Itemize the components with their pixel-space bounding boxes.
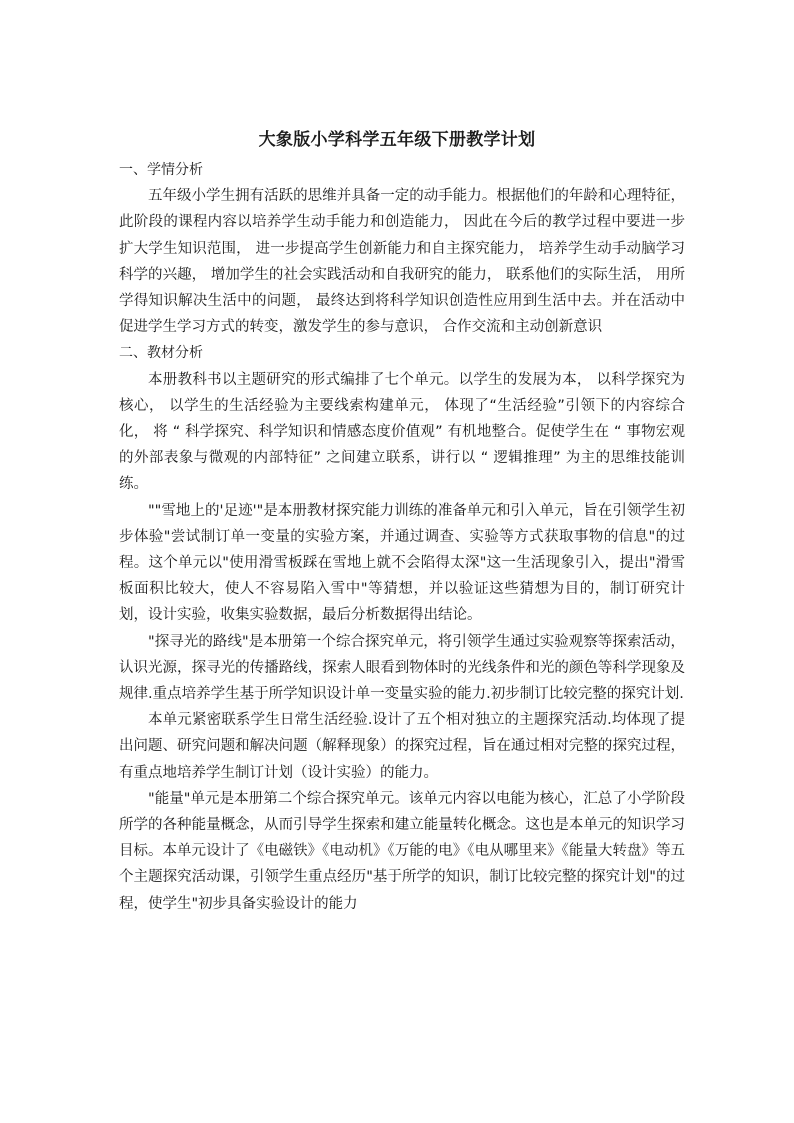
section-heading-textbook-analysis: 二、教材分析 — [119, 345, 203, 362]
paragraph-student-analysis: 五年级小学生拥有活跃的思维并具备一定的动手能力。根据他们的年龄和心理特征， 此阶段的课程内容以培养学生动手能力和创造能力， 因此在今后的教学过程中要进一步扩大学生知识范围， 进一步提高学生创新能力和自主探究能力， 培养学生动手动脑学习科学的兴趣， 增加学生的社会实践活动和自我研究的能力， 联系他们的实际生活， 用所学得知识解决生活中的问题， 最终达到将科学知识创造性应用到生活中去。并在活动中促进学生学习方式的转变，激发学生的参与意识， 合作交流和主动创新意识 — [119, 188, 685, 336]
paragraph-unit-design: 本单元紧密联系学生日常生活经验.设计了五个相对独立的主题探究活动.均体现了提出问题、研究问题和解决问题（解释现象）的探究过程，旨在通过相对完整的探究过程，有重点地培养学生制订计划（设计实验）的能力。 — [119, 712, 685, 781]
document-body — [119, 157, 685, 917]
paragraph-textbook-overview: 本册教科书以主题研究的形式编排了七个单元。以学生的发展为本， 以科学探究为核心， 以学生的生活经验为主要线索构建单元， 体现了“生活经验”引领下的内容综合化， 将 “ 科学探究、科学知识和情感态度价值观” 有机地整合。促使学生在 “ 事物宏观的外部表象与微观的内部特征” 之间建立联系，讲行以 “ 逻辑推理” 为主的思维技能训练。 — [119, 371, 685, 493]
paragraph-snow-footprints-unit: ""雪地上的'足迹'"是本册教材探究能力训练的准备单元和引入单元，旨在引领学生初步体验"尝试制订单一变量的实验方案，并通过调查、实验等方式获取事物的信息"的过程。这个单元以"使用滑雪板踩在雪地上就不会陷得太深"这一生活现象引入，提出"滑雪板面积比较大，使人不容易陷入雪中"等猜想，并以验证这些猜想为目的，制订研究计划，设计实验，收集实验数据，最后分析数据得出结论。 — [119, 502, 685, 624]
paragraph-energy-unit: "能量"单元是本册第二个综合探究单元。该单元内容以电能为核心，汇总了小学阶段所学的各种能量概念，从而引导学生探索和建立能量转化概念。这也是本单元的知识学习目标。本单元设计了《电磁铁》《电动机》《万能的电》《电从哪里来》《能量大转盘》等五个主题探究活动课，引领学生重点经历"基于所学的知识，制订比较完整的探究计划"的过程，使学生"初步具备实验设计的能力 — [119, 790, 685, 912]
paragraph-light-path-unit: "探寻光的路线"是本册第一个综合探究单元，将引领学生通过实验观察等探索活动，认识光源，探寻光的传播路线，探索人眼看到物体时的光线条件和光的颜色等科学现象及规律.重点培养学生基于所学知识设计单一变量实验的能力.初步制订比较完整的探究计划. — [119, 633, 685, 703]
section-heading-student-analysis: 一、学情分析 — [119, 162, 203, 178]
document-title: 大象版小学科学五年级下册教学计划 — [258, 130, 536, 150]
